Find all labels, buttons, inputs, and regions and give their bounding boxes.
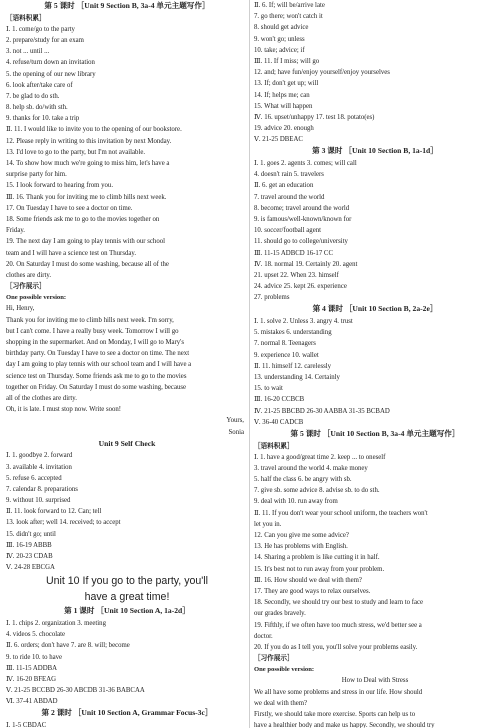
answer-line: 17. They are good ways to relax ourselves. [254, 587, 371, 595]
answer-line: Ⅰ. 1-5 CBDAC [6, 722, 47, 728]
answer-line: 24. advice 25. kept 26. experience [254, 283, 347, 291]
answer-line: Ⅱ. 6. If; will be/arrive late [254, 2, 325, 9]
answer-line: 5. mistakes 6. understanding [254, 329, 332, 337]
answer-line: 9. deal with 10. run away from [254, 498, 338, 506]
answer-line: 4. doesn't rain 5. travelers [254, 171, 324, 179]
answer-line: Hi, Henry, [6, 305, 35, 313]
answer-line: 14. To show how much we're going to miss him, let's have a [6, 160, 170, 168]
section-heading: Unit 9 Self Check [98, 438, 156, 448]
answer-line: Ⅰ. 1. goes 2. agents 3. comes; will call [254, 160, 357, 168]
answer-line: 15. to wait [254, 385, 283, 393]
text-line: shopping in the supermarket. And on Monday, I will go to Mary's [6, 339, 185, 347]
answer-line: 12. Please reply in writing to this invitation by next Monday. [6, 137, 172, 145]
answer-line: 9. without 10. surprised [6, 497, 71, 505]
answer-line: 14. Sharing a problem is like cutting it in half. [254, 554, 380, 562]
answer-line: 9. is famous/well-known/known for [254, 215, 352, 223]
text-line: have a healthier body and make us happy. Secondly, we should try [254, 722, 435, 728]
answer-line: 5. half the class 6. be angry with sb. [254, 476, 352, 484]
text-line: We all have some problems and stress in our life. How should [254, 688, 423, 696]
answer-line: doctor. [254, 632, 273, 640]
answer-line: Ⅰ. 1. goodbye 2. forward [6, 452, 73, 460]
answer-line: 8. should get advice [254, 24, 309, 32]
answer-line: 6. look after/take care of [6, 81, 73, 89]
column-divider [249, 0, 250, 728]
answer-line: 3. travel around the world 4. make money [254, 464, 368, 472]
answer-line: 9. to ride 10. to have [6, 653, 63, 661]
answer-line: 5. refuse 6. accepted [6, 474, 62, 482]
answer-line: Ⅳ. 16-20 BFEAG [6, 675, 57, 683]
answer-line: 9. experience 10. wallet [254, 351, 319, 359]
answer-line: 21. upset 22. When 23. himself [254, 271, 339, 279]
text-line: birthday party. On Tuesday I have to see a doctor on time. The next [6, 350, 190, 358]
answer-line: 7. give sb. some advice 8. advise sb. to do sth. [254, 487, 380, 495]
answer-line: Ⅲ. 11-15 ADDBA [6, 664, 58, 672]
answer-line: Ⅱ. 6. orders; don't have 7. are 8. will; become [6, 642, 130, 650]
answer-line: 9. won't go; unless [254, 35, 305, 43]
answer-line: surprise party for him. [6, 171, 67, 179]
answer-line: Ⅲ. 16-20 CCBCB [254, 396, 305, 404]
subsection-label: ［习作展示］ [6, 283, 46, 291]
answer-line: clothes are dirty. [6, 271, 52, 279]
answer-line: 7. calendar 8. preparations [6, 485, 78, 493]
answer-line: Ⅲ. 11-15 ADBCD 16-17 CC [254, 249, 333, 257]
answer-line: team and I will have a science test on Thursday. [6, 249, 137, 257]
section-heading: 第 1 课时 ［Unit 10 Section A, 1a-2d］ [64, 606, 190, 616]
answer-line: Oh, it is late. I must stop now. Write soon! [6, 406, 122, 414]
answer-line: Ⅴ. 21-25 BCCBD 26-30 ABCDB 31-36 BABCAA [6, 687, 145, 695]
answer-line: 15. didn't go; until [6, 530, 56, 538]
answer-line: 7. normal 8. Teenagers [254, 340, 316, 348]
answer-line: Ⅱ. 11. I would like to invite you to the opening of our bookstore. [6, 126, 182, 134]
text-line: Firstly, we should take more exercise. Sports can help us to [254, 711, 416, 719]
answer-line: Ⅰ. 1. come/go to the party [6, 25, 75, 33]
subsection-label: One possible version: [6, 294, 67, 302]
answer-line: Ⅱ. 11. If you don't wear your school uniform, the teachers won't [254, 509, 428, 517]
answer-line: Ⅲ. 11. If I miss; will go [254, 57, 320, 65]
answer-line: Ⅳ. 20-23 CDAB [6, 553, 53, 560]
answer-line: we deal with them? [254, 699, 308, 707]
answer-line: 4. videos 5. chocolate [6, 631, 66, 639]
answer-line: 18. Some friends ask me to go to the movies together on [6, 215, 160, 223]
answer-line: 13. He has problems with English. [254, 543, 348, 551]
answer-line: Ⅴ. 21-25 DBEAC [254, 136, 303, 144]
section-heading: 第 5 课时 ［Unit 9 Section B, 3a-4 单元主题写作］ [44, 1, 210, 10]
answer-line: Ⅳ. 16. upset/unhappy 17. test 18. potato(es) [254, 113, 375, 121]
unit-title: Unit 10 If you go to the party, you'll [46, 575, 208, 588]
answer-line: 27. problems [254, 294, 290, 302]
right-column [254, 0, 496, 728]
answer-line: 12. and; have fun/enjoy yourself/enjoy yourselves [254, 69, 390, 77]
answer-line: Ⅰ. 1. chips 2. organization 3. meeting [6, 619, 106, 627]
subsection-label: ［语料积累］ [254, 442, 294, 450]
answer-line: Ⅴ. 36-40 CADCB [254, 418, 304, 426]
answer-line: 13. If; don't get up; will [254, 80, 319, 88]
left-column [6, 0, 248, 728]
answer-line: Ⅱ. 6. get an education [254, 182, 314, 190]
section-heading: 第 2 课时 ［Unit 10 Section A, Grammar Focus-3c］ [41, 708, 213, 718]
text-line: Thank you for inviting me to climb hills next week. I'm sorry, [6, 316, 174, 324]
text-line: together on Friday. On Saturday I must do some washing, because [6, 383, 187, 391]
text-line: science test on Thursday. Some friends ask me to go to the movies [6, 372, 187, 380]
answer-line: Friday. [6, 227, 26, 235]
signature-line: Yours, [226, 417, 244, 425]
answer-line: 7. be glad to do sth. [6, 92, 60, 100]
answer-line: 19. The next day I am going to play tennis with our school [6, 238, 166, 246]
answer-line: all of the clothes are dirty. [6, 394, 77, 402]
answer-line: 15. I look forward to hearing from you. [6, 182, 114, 190]
unit-title: have a great time! [84, 591, 170, 604]
answer-line: 12. Can you give me some advice? [254, 532, 349, 540]
answer-line: 7. go there; won't catch it [254, 13, 323, 21]
answer-line: 3. not ... until ... [6, 48, 50, 56]
answer-line: 3. available 4. invitation [6, 463, 72, 471]
answer-line: 19. advice 20. enough [254, 125, 314, 133]
signature-line: Sonia [228, 428, 244, 436]
answer-line: 2. prepare/study for an exam [6, 36, 84, 44]
text-line: but I can't come. I have a really busy week. Tomorrow I will go [6, 327, 179, 335]
subsection-label: One possible version: [254, 666, 315, 674]
answer-line: 15. It's best not to run away from your problem. [254, 565, 385, 573]
text-line: day I am going to play tennis with our school team and I will have a [6, 361, 192, 369]
answer-line: Ⅳ. 21-25 BBCBD 26-30 AABBA 31-35 BCBAD [254, 407, 390, 415]
answer-line: 20. On Saturday I must do some washing, because all of the [6, 260, 169, 268]
answer-line: Ⅳ. 18. normal 19. Certainly 20. agent [254, 260, 358, 268]
essay-title: How to Deal with Stress [341, 677, 409, 685]
answer-line: Ⅵ. 37-41 ABDAD [6, 698, 58, 706]
answer-line: 13. understanding 14. Certainly [254, 374, 340, 381]
subsection-label: ［习作展示］ [254, 655, 294, 663]
answer-line: 10. take; advice; if [254, 46, 305, 54]
answer-line: 9. thanks for 10. take a trip [6, 115, 80, 123]
answer-line: 8. help sb. do/with sth. [6, 104, 68, 112]
answer-line: 13. look after; well 14. received; to accept [6, 519, 121, 527]
answer-line: 5. the opening of our new library [6, 70, 96, 78]
answer-line: 4. refuse/turn down an invitation [6, 59, 95, 67]
answer-line: 14. If; helps me; can [254, 91, 310, 99]
answer-line: let you in. [254, 520, 282, 528]
subsection-label: ［语料积累］ [6, 14, 46, 22]
answer-line: Ⅰ. 1. have a good/great time 2. keep ... to oneself [254, 453, 386, 461]
section-heading: 第 4 课时 ［Unit 10 Section B, 2a-2e］ [312, 304, 438, 314]
answer-line: Ⅲ. 16. How should we deal with them? [254, 576, 362, 584]
answer-line: Ⅰ. 1. solve 2. Unless 3. angry 4. trust [254, 318, 353, 326]
answer-line: Ⅴ. 24-28 EBCGA [6, 564, 55, 572]
answer-line: 20. If you do as I tell you, you'll solve your problems easily. [254, 643, 418, 651]
answer-line: 18. Secondly, we should try our best to study and learn to face [254, 599, 424, 607]
answer-line: Ⅱ. 11. himself 12. carelessly [254, 362, 332, 370]
answer-line: Ⅲ. 16. Thank you for inviting me to climb hills next week. [6, 193, 167, 201]
answer-line: 10. soccer/football agent [254, 227, 321, 235]
answer-line: 7. travel around the world [254, 193, 325, 201]
answer-line: 19. Fifthly, if we often have too much stress, we'd better see a [254, 621, 422, 629]
answer-line: Ⅲ. 16-19 ABBB [6, 541, 52, 549]
answer-line: 8. become; travel around the world [254, 204, 350, 212]
section-heading: 第 3 课时 ［Unit 10 Section B, 1a-1d］ [312, 146, 438, 156]
answer-line: Ⅱ. 11. look forward to 12. Can; tell [6, 508, 102, 516]
answer-line: 17. On Tuesday I have to see a doctor on time. [6, 204, 133, 212]
answer-line: 13. I'd love to go to the party, but I'm not available. [6, 148, 146, 156]
answer-line: our grades bravely. [254, 610, 306, 618]
answer-line: 15. What will happen [254, 102, 313, 110]
answer-line: 11. should go to college/university [254, 238, 348, 246]
section-heading: 第 5 课时 ［Unit 10 Section B, 3a-4 单元主题写作］ [290, 428, 460, 438]
